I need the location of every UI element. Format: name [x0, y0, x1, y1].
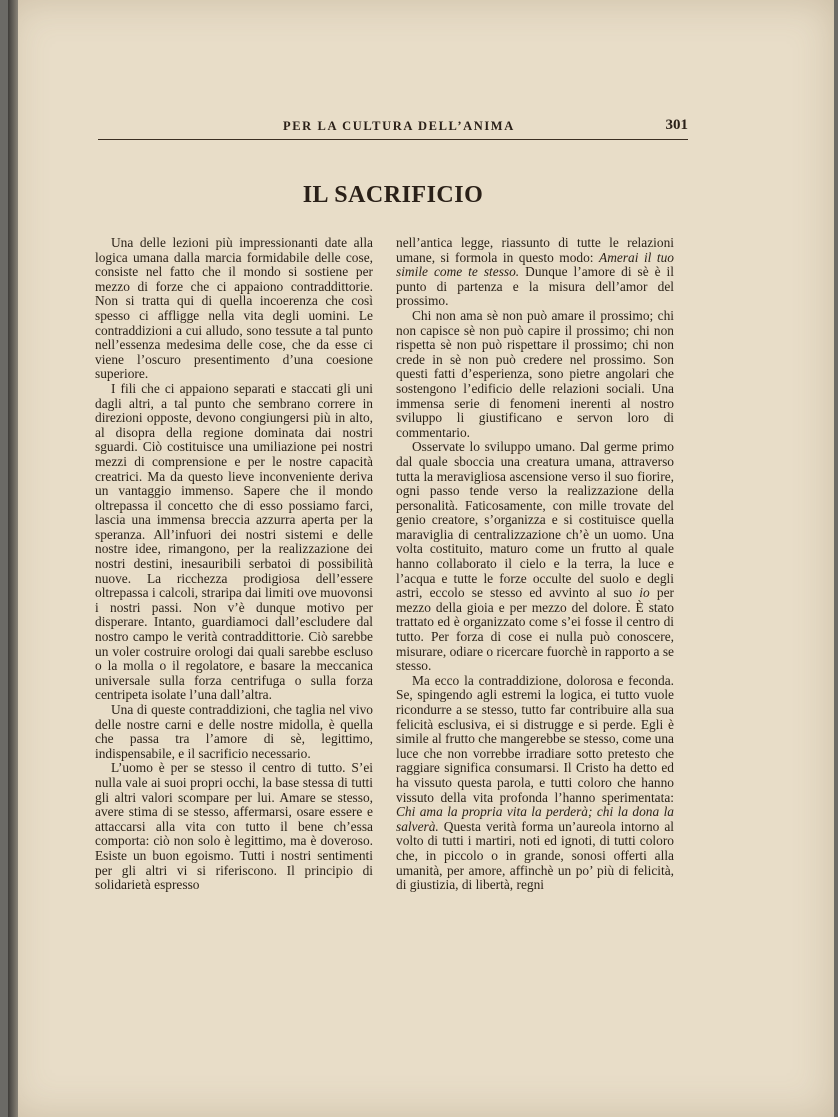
- text-run: nell’antica legge, riassunto di tutte le relazioni umane, si formola in questo modo:: [396, 235, 674, 265]
- text-run: Questa verità forma un’aureola intorno al volto di tutti i martiri, noti ed ignoti, di tutti coloro che, in piccolo o in grande, sonosi offerti alla umanità, per amore, affinchè un po’ più di felicità, di giustizia, di libertà, regni: [396, 818, 674, 893]
- paragraph: I fili che ci appaiono separati e staccati gli uni dagli altri, a tal punto che sembrano correre in direzioni opposte, devono congiungersi più in alto, al disopra della regione dominata dai nostri sguardi. Ciò costituisce una umiliazione pei nostri mezzi di comprensione e per le nostre capacità creatrici. Ma da questo lieve inconveniente deriva un vantaggio immenso. Sapere che il mondo oltrepassa il concetto che di esso possiamo farci, lascia una immensa breccia azzurra aperta per la speranza. All’infuori dei nostri sistemi e delle nostre idee, rimangono, per la realizzazione dei nostri destini, inesauribili serbatoi di possibilità nuove. La ricchezza prodigiosa dell’essere oltrepassa i calcoli, straripa dai limiti ove muovonsi i nostri passi. Non v’è dunque motivo per disperare. Intanto, guardiamoci dall’escludere dal nostro campo le verità contraddittorie. Ciò sarebbe un voler costruire orologi dai quali sarebbe escluso o la molla o il regolatore, e basare la meccanica universale sulla forza centrifuga o sulla forza centripeta isolate l’una dall’altra.: [95, 380, 373, 703]
- book-page: [8, 0, 834, 1117]
- paragraph: [396, 236, 674, 309]
- book-binding: [8, 0, 18, 1117]
- paragraph: Chi non ama sè non può amare il prossimo; chi non capisce sè non può capire il prossimo; chi non rispetta sè non può rispettare il prossimo; chi non crede in sè non può credere nel prossimo. Son questi fatti d’esperienza, sono pietre angolari che sostengono l’edificio delle relazioni sociali. Una immensa serie di fenomeni inerenti al nostro sviluppo li giustificano e servon loro di commentario.: [396, 307, 674, 440]
- text-run: Dunque l’amore di sè è il punto di partenza e la misura dell’amor del prossimo.: [396, 264, 674, 309]
- page-header: [98, 117, 688, 140]
- text-column-left: [95, 236, 373, 893]
- paragraph: Una delle lezioni più impressionanti date alla logica umana dalla marcia formidabile delle cose, consiste nel fatto che il mondo si sostiene per mezzo di forze che ci appaiono contraddittorie. Non si tratta qui di quella incoerenza che così spesso ci affligge nella vita degli uomini. Le contraddizioni a cui alludo, sono tessute a tal punto nell’essenza medesima delle cose, che da esse ci viene l’oscuro presentimento d’una coesione superiore.: [95, 235, 373, 382]
- article-title: IL SACRIFICIO: [302, 182, 484, 208]
- text-column-right: [396, 236, 674, 893]
- emphasis: io: [639, 585, 650, 601]
- running-head: PER LA CULTURA DELL’ANIMA: [283, 119, 515, 133]
- paragraph: Una di queste contraddizioni, che taglia nel vivo delle nostre carni e delle nostre midolla, è quella che passa tra l’amore di sè, legittimo, indispensabile, e il sacrificio necessario.: [95, 702, 373, 761]
- paragraph: [396, 440, 674, 674]
- paragraph: [396, 674, 674, 893]
- gospel-quote: Chi ama la propria vita la perderà; chi la dona la salverà.: [396, 804, 674, 834]
- text-run: per mezzo della gioia e per mezzo del dolore. È stato trattato ed è organizzato come s’ei fosse il centro di tutto. Per forza di cose ei nulla può conoscere, misurare, odiare o ricercare fuorchè in rapporto a se stesso.: [396, 585, 674, 674]
- text-run: Osservate lo sviluppo umano. Dal germe primo dal quale sboccia una creatura umana, attraverso tutta la meravigliosa ascensione verso il suo fiorire, ogni passo tende verso la realizzazione della personalità. Faticosamente, con mille trovate del genio creatore, s’organizza e si costituisce quella maraviglia di centralizzazione ch’è un uomo. Una volta costituito, maturo come un frutto al quale hanno collaborato il cielo e la terra, la luce e l’acqua e tutte le forze occulte del suolo e degli astri, eccolo se stesso ed avvinto al suo: [396, 439, 674, 601]
- text-run: Ma ecco la contraddizione, dolorosa e feconda. Se, spingendo agli estremi la logica, ei tutto vuole ricondurre a se stesso, tutto far contribuire alla sua felicità esclusiva, ei si distrugge e si perde. Egli è simile al frutto che mangerebbe se stesso, come una luce che non vorrebbe irradiare sotto pretesto che raggiare significa consumarsi. Il Cristo ha detto ed ha vissuto questa parola, e tutti coloro che hanno vissuto della vita profonda l’hanno sperimentata:: [396, 672, 674, 805]
- paragraph: L’uomo è per se stesso il centro di tutto. S’ei nulla vale ai suoi propri occhi, la base stessa di tutti gli altri valori scompare per lui. Amare se stesso, avere stima di se stesso, affermarsi, osare essere e attaccarsi alla vita con tutto il bene ch’essa comporta: ciò non solo è legittimo, ma è doveroso. Esiste un buon egoismo. Tutti i nostri sentimenti per gli altri vi si riferiscono. Il principio di solidarietà espresso: [95, 760, 373, 893]
- biblical-quote: Amerai il tuo simile come te stesso.: [396, 249, 675, 280]
- page-number: 301: [665, 117, 688, 133]
